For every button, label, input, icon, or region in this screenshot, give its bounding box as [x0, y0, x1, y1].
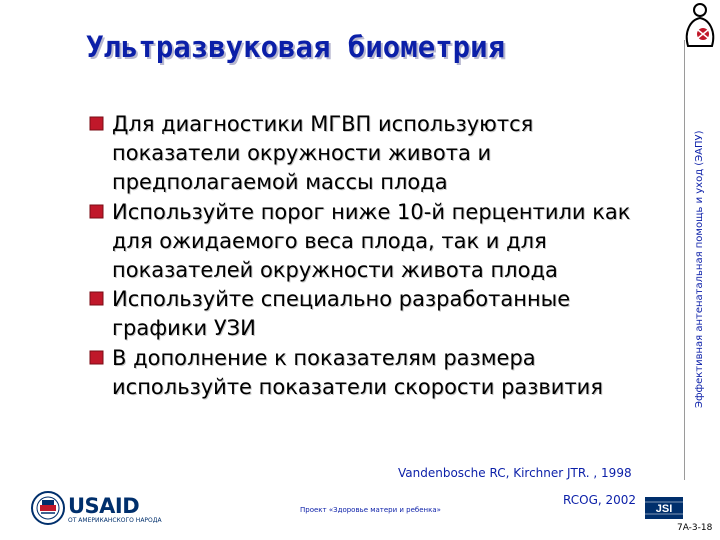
vertical-divider: [684, 40, 685, 480]
bullet-text: Используйте специально разработанные графики УЗИ: [112, 287, 571, 341]
slide-title: Ультразвуковая биометрия: [86, 30, 506, 64]
bullet-item: [88, 110, 668, 198]
bullet-text: В дополнение к показателям размера используйте показатели скорости развития: [112, 345, 603, 399]
bullet-list: [88, 110, 668, 402]
jsi-logo: [645, 497, 683, 519]
usaid-seal-icon: [30, 490, 66, 526]
square-bullet-icon: [89, 291, 104, 306]
square-bullet-icon: [89, 350, 104, 365]
bullet-text: Для диагностики МГВП используются показатели окружности живота и предполагаемой массы плода: [112, 112, 534, 195]
project-caption: Проект «Здоровье матери и ребенка»: [300, 506, 441, 514]
square-bullet-icon: [89, 116, 104, 131]
reference-citation: Vandenbosche RC, Kirchner JTR. , 1998: [398, 466, 632, 480]
jsi-logo-text: JSI: [655, 503, 673, 515]
bullet-item: [88, 198, 668, 286]
usaid-tagline: ОТ АМЕРИКАНСКОГО НАРОДА: [68, 517, 162, 524]
usaid-logo-text: USAID: [68, 494, 140, 518]
bullet-item: [88, 285, 668, 343]
square-bullet-icon: [89, 204, 104, 219]
mother-child-logo-icon: [680, 2, 720, 50]
side-note: Эффективная антенатальная помощь и уход (ЭАПУ): [694, 130, 705, 408]
reference-citation: RCOG, 2002: [563, 493, 637, 507]
bullet-item: [88, 344, 668, 402]
slide-number: 7A-3-18: [677, 523, 713, 533]
bullet-text: Используйте порог ниже 10-й перцентили как для ожидаемого веса плода, так и для показателей окружности живота плода: [112, 199, 631, 283]
